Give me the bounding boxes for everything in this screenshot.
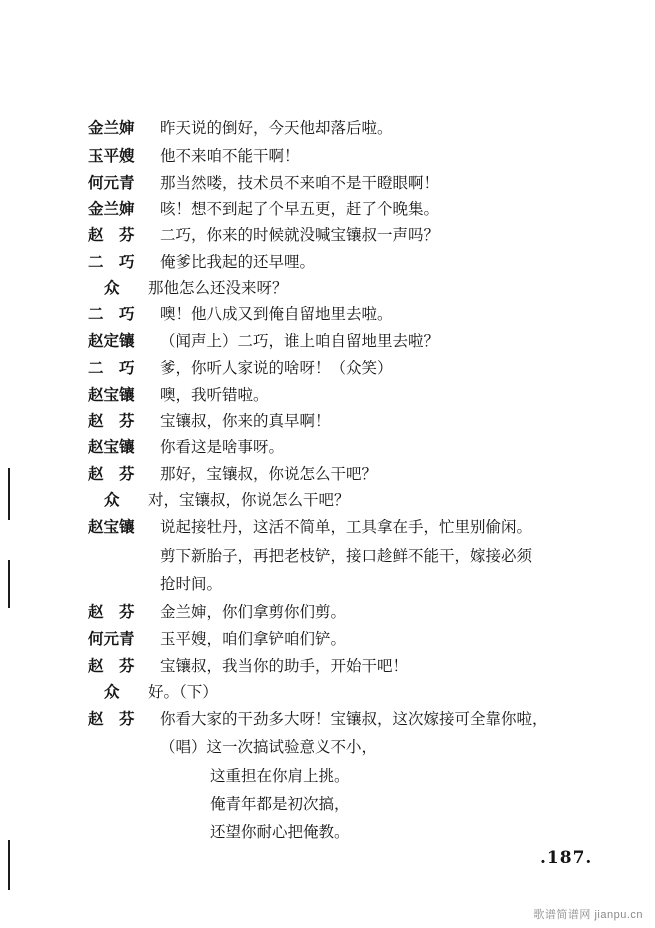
speaker-name: 赵 芬 <box>88 225 135 244</box>
speaker-name: 玉平嫂 <box>88 146 135 165</box>
speaker-name: 赵宝镶 <box>88 437 135 456</box>
dialogue-line <box>0 196 655 222</box>
dialogue-text: 你看大家的干劲多大呀！宝镶叔，这次嫁接可全靠你啦， <box>160 710 548 728</box>
dialogue-text: 说起接牡丹，这活不简单，工具拿在手，忙里别偷闲。 <box>160 518 533 536</box>
dialogue-text: 你看这是啥事呀。 <box>160 438 285 456</box>
speaker-name: 二 巧 <box>88 252 135 271</box>
dialogue-text: 他不来咱不能干啊！ <box>160 147 300 165</box>
dialogue-text: （闻声上）二巧，谁上咱自留地里去啦？ <box>160 332 440 350</box>
song-line <box>0 734 655 760</box>
speaker-name: 赵 芬 <box>88 709 135 728</box>
page-number: .187. <box>540 848 593 868</box>
dialogue-text: 咳！想不到起了个早五更，赶了个晚集。 <box>160 200 440 218</box>
dialogue-line <box>0 301 655 327</box>
dialogue-text: 那他怎么还没来呀？ <box>148 279 288 297</box>
dialogue-line <box>0 571 655 597</box>
dialogue-line <box>0 434 655 460</box>
dialogue-line <box>0 487 655 513</box>
dialogue-line <box>0 382 655 408</box>
speaker-name: 赵宝镶 <box>88 517 135 536</box>
dialogue-line <box>0 653 655 679</box>
dialogue-line <box>0 679 655 705</box>
dialogue-line <box>0 599 655 625</box>
dialogue-text: 宝镶叔，我当你的助手，开始干吧！ <box>160 657 409 675</box>
dialogue-line <box>0 249 655 275</box>
song-text: 这重担在你肩上挑。 <box>210 767 350 785</box>
speaker-name: 赵 芬 <box>88 656 135 675</box>
site-watermark: 歌谱简谱网 jianpu.cn <box>533 909 643 921</box>
dialogue-line <box>0 514 655 540</box>
speaker-name: 赵 芬 <box>88 602 135 621</box>
dialogue-text: 噢，我听错啦。 <box>160 386 269 404</box>
dialogue-text: 噢！他八成又到俺自留地里去啦。 <box>160 305 393 323</box>
speaker-name: 众 <box>104 682 120 701</box>
dialogue-line <box>0 222 655 248</box>
speaker-name: 众 <box>104 490 120 509</box>
dialogue-text: 剪下新胎子，再把老枝铲，接口趁鲜不能干，嫁接必须 <box>160 547 533 565</box>
dialogue-line <box>0 461 655 487</box>
dialogue-text: 玉平嫂，咱们拿铲咱们铲。 <box>160 630 347 648</box>
dialogue-text: 二巧，你来的时候就没喊宝镶叔一声吗？ <box>160 226 440 244</box>
dialogue-line <box>0 626 655 652</box>
dialogue-text: 那好，宝镶叔，你说怎么干吧？ <box>160 465 378 483</box>
scan-edge-mark <box>8 840 10 890</box>
dialogue-line <box>0 143 655 169</box>
song-line <box>0 819 655 845</box>
dialogue-line <box>0 328 655 354</box>
speaker-name: 二 巧 <box>88 304 135 323</box>
dialogue-text: 爹，你听人家说的啥呀！（众笑） <box>160 359 393 377</box>
song-text: （唱）这一次搞试验意义不小， <box>160 738 378 756</box>
song-text: 俺青年都是初次搞， <box>210 795 350 813</box>
song-line <box>0 763 655 789</box>
speaker-name: 赵宝镶 <box>88 385 135 404</box>
dialogue-line <box>0 408 655 434</box>
speaker-name: 赵 芬 <box>88 464 135 483</box>
speaker-name: 金兰婶 <box>88 118 135 137</box>
speaker-name: 赵定镶 <box>88 331 135 350</box>
speaker-name: 何元青 <box>88 629 135 648</box>
dialogue-text: 好。（下） <box>148 683 218 701</box>
dialogue-line <box>0 170 655 196</box>
speaker-name: 二 巧 <box>88 358 135 377</box>
dialogue-line <box>0 275 655 301</box>
dialogue-text: 那当然喽，技术员不来咱不是干瞪眼啊！ <box>160 174 440 192</box>
dialogue-line <box>0 355 655 381</box>
speaker-name: 金兰婶 <box>88 199 135 218</box>
dialogue-text: 俺爹比我起的还早哩。 <box>160 253 316 271</box>
speaker-name: 赵 芬 <box>88 411 135 430</box>
song-text: 还望你耐心把俺教。 <box>210 823 350 841</box>
dialogue-text: 金兰婶，你们拿剪你们剪。 <box>160 603 347 621</box>
dialogue-text: 昨天说的倒好，今天他却落后啦。 <box>160 119 393 137</box>
dialogue-line <box>0 706 655 732</box>
dialogue-line <box>0 543 655 569</box>
speaker-name: 众 <box>104 278 120 297</box>
dialogue-line <box>0 115 655 141</box>
song-line <box>0 791 655 817</box>
dialogue-text: 抢时间。 <box>160 575 223 593</box>
dialogue-text: 对，宝镶叔，你说怎么干吧？ <box>148 491 350 509</box>
dialogue-text: 宝镶叔，你来的真早啊！ <box>160 412 331 430</box>
speaker-name: 何元青 <box>88 173 135 192</box>
